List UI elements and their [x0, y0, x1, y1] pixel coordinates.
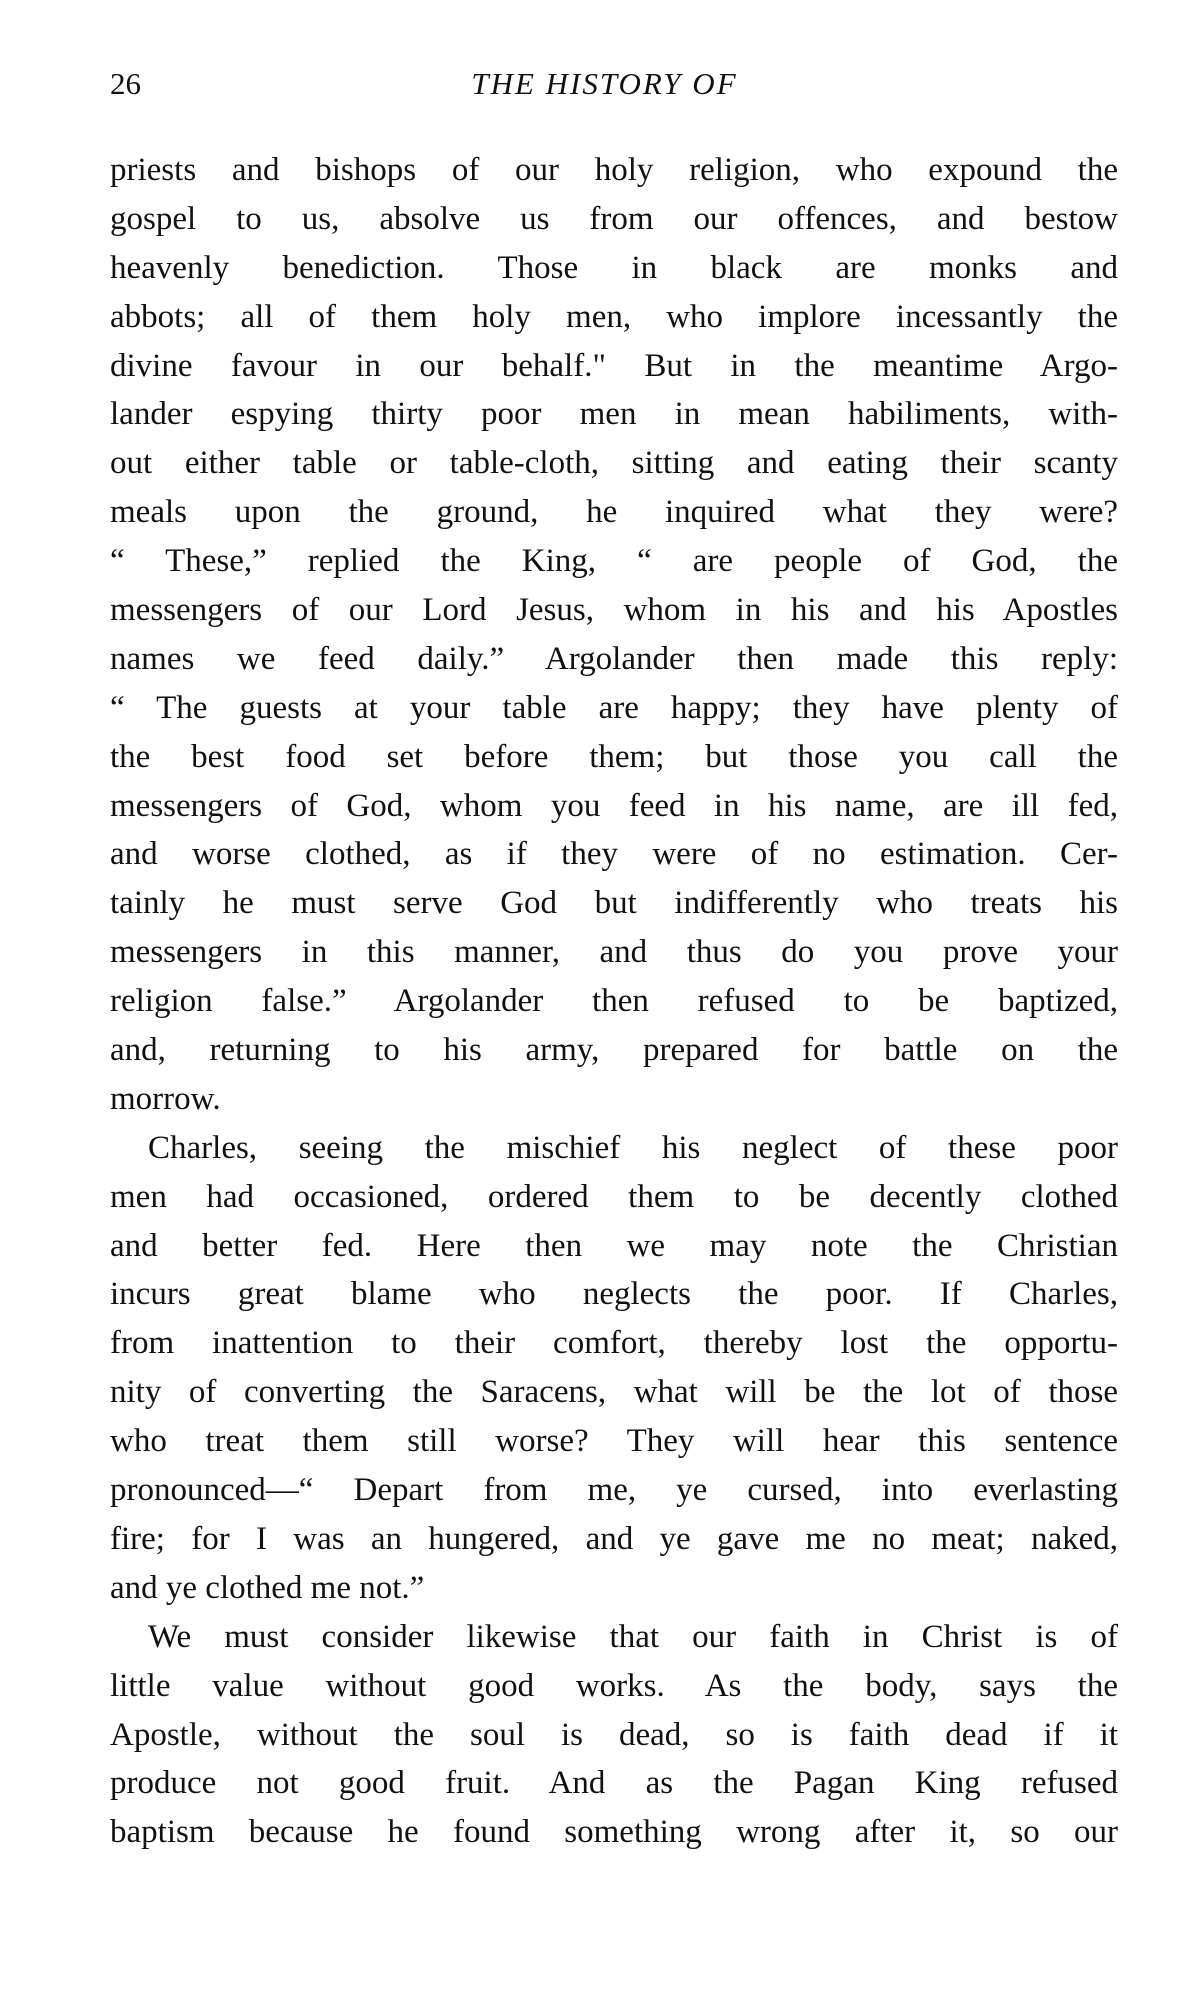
text-line: pronounced—“ Depart from me, ye cursed, into everlasting: [110, 1472, 1118, 1509]
text-line: the best food set before them; but those you call the: [110, 738, 1118, 775]
text-line: messengers in this manner, and thus do you prove your: [110, 934, 1118, 971]
text-line: baptism because he found something wrong after it, so our: [110, 1814, 1118, 1851]
text-line: men had occasioned, ordered them to be decently clothed: [110, 1178, 1118, 1215]
text-line: fire; for I was an hungered, and ye gave me no meat; naked,: [110, 1520, 1118, 1557]
text-line: We must consider likewise that our faith in Christ is of: [148, 1618, 1118, 1655]
text-line: little value without good works. As the body, says the: [110, 1667, 1118, 1704]
paragraph: [110, 1613, 1118, 1857]
text-line: “ These,” replied the King, “ are people of God, the: [110, 543, 1118, 580]
text-line: tainly he must serve God but indifferently who treats his: [110, 885, 1118, 922]
page-body: [110, 146, 1118, 1857]
text-line: gospel to us, absolve us from our offences, and bestow: [110, 200, 1118, 237]
text-line: meals upon the ground, he inquired what they were?: [110, 494, 1118, 531]
text-line: Charles, seeing the mischief his neglect of these poor: [148, 1129, 1118, 1166]
text-line: “ The guests at your table are happy; they have plenty of: [110, 689, 1118, 726]
running-header: THE HISTORY OF: [471, 66, 738, 101]
text-line: messengers of God, whom you feed in his name, are ill fed,: [110, 787, 1118, 824]
text-line: heavenly benediction. Those in black are monks and: [110, 249, 1118, 286]
text-line: from inattention to their comfort, thereby lost the opportu-: [110, 1325, 1118, 1362]
text-line: incurs great blame who neglects the poor. If Charles,: [110, 1276, 1118, 1313]
text-line: morrow.: [110, 1080, 221, 1117]
text-line: who treat them still worse? They will hear this sentence: [110, 1423, 1118, 1460]
text-line: Apostle, without the soul is dead, so is faith dead if it: [110, 1716, 1118, 1753]
text-line: priests and bishops of our holy religion, who expound the: [110, 152, 1118, 188]
text-line: nity of converting the Saracens, what will be the lot of those: [110, 1374, 1118, 1411]
text-line: lander espying thirty poor men in mean habiliments, with-: [110, 396, 1118, 433]
text-line: and, returning to his army, prepared for battle on the: [110, 1032, 1118, 1069]
text-line: and worse clothed, as if they were of no estimation. Cer-: [110, 836, 1118, 873]
text-line: religion false.” Argolander then refused to be baptized,: [110, 983, 1118, 1020]
text-line: produce not good fruit. And as the Pagan King refused: [110, 1765, 1118, 1802]
text-line: abbots; all of them holy men, who implore incessantly the: [110, 298, 1118, 335]
text-line: messengers of our Lord Jesus, whom in his and his Apostles: [110, 592, 1118, 629]
text-line: out either table or table-cloth, sitting and eating their scanty: [110, 445, 1118, 482]
text-line: divine favour in our behalf." But in the meantime Argo-: [110, 347, 1118, 384]
page-number: 26: [110, 66, 141, 101]
text-line: and better fed. Here then we may note the Christian: [110, 1227, 1118, 1264]
paragraph: [110, 1124, 1118, 1613]
text-line: names we feed daily.” Argolander then made this reply:: [110, 640, 1118, 677]
paragraph: [110, 146, 1118, 1124]
text-line: and ye clothed me not.”: [110, 1569, 425, 1606]
